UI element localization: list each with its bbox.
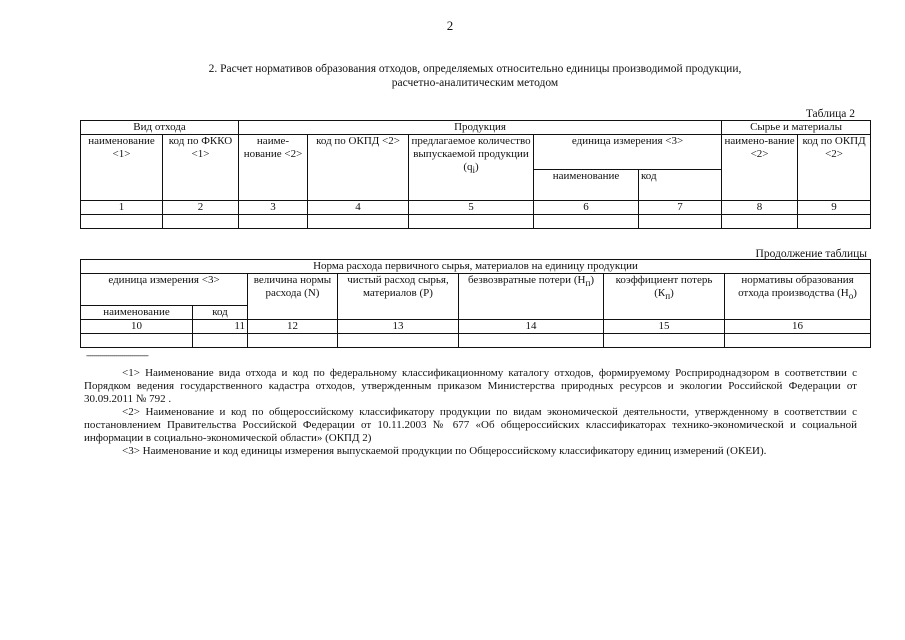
table-label: Таблица 2: [805, 108, 855, 120]
header-raw-materials: Сырье и материалы: [722, 121, 871, 135]
empty-cell: [639, 215, 722, 229]
empty-cell: [534, 215, 639, 229]
header-unit-name: наименование: [534, 170, 639, 201]
footnote-3: <3> Наименование и код единицы измерения выпускаемой продукции по Общероссийскому классификатору единиц измерений (ОКЕИ).: [122, 445, 767, 457]
empty-cell: [163, 215, 239, 229]
empty-cell: [193, 334, 248, 348]
header-product-quantity-sub: i: [472, 165, 476, 176]
header-raw-name: наимено-вание <2>: [722, 135, 798, 201]
waste-norms-table: [80, 120, 871, 229]
footnote-1: <1> Наименование вида отхода и код по федеральному классификационному каталогу отходов, формируемому Росприроднадзором в соответствии с Порядком ведения государственного кадастра отходов, утвержденным приказом Министерства природных ресурсов и экологии Российской Федерации от 30.09.2011 № 792 .: [84, 367, 857, 405]
continuation-label: Продолжение таблицы: [755, 248, 867, 260]
header-waste-norms-sub: о: [848, 291, 854, 302]
header-waste-norms: [725, 274, 871, 320]
table-row: [81, 201, 871, 215]
header-loss-coefficient-text: коэффициент потерь (К: [615, 274, 713, 299]
empty-cell: [81, 215, 163, 229]
header-losses-sub: п: [585, 278, 591, 289]
header-product-quantity: [409, 135, 534, 201]
header-raw-code: код по ОКПД <2>: [798, 135, 871, 201]
footnote-separator: -------------------------------: [86, 350, 148, 360]
header-unit: единица измерения <3>: [81, 274, 248, 306]
header-unit-code: код: [193, 306, 248, 320]
empty-cell: [409, 215, 534, 229]
empty-cell: [308, 215, 409, 229]
column-number: 1: [81, 201, 163, 215]
section-title-line-2: расчетно-аналитическим методом: [391, 77, 559, 89]
empty-cell: [459, 334, 604, 348]
header-waste-name: наименование <1>: [81, 135, 163, 201]
column-number: 6: [534, 201, 639, 215]
column-number: 13: [338, 320, 459, 334]
column-number: 10: [81, 320, 193, 334]
footnote-2: <2> Наименование и код по общероссийскому классификатору продукции по видам экономической деятельности, утвержденному в соответствии с постановлением Правительства Российской Федерации от 10.11.2003 № 677 «Об общероссийских классификаторах технико-экономической и социальной информации в социально-экономической области» (ОКПД 2): [84, 406, 857, 444]
header-norm-consumption: Норма расхода первичного сырья, материалов на единицу продукции: [81, 260, 871, 274]
section-title-line-1: 2. Расчет нормативов образования отходов, определяемых относительно единицы производимой продукции,: [208, 63, 742, 75]
header-waste-code: код по ФККО <1>: [163, 135, 239, 201]
column-number: 9: [798, 201, 871, 215]
column-number: 14: [459, 320, 604, 334]
empty-cell: [798, 215, 871, 229]
table-row: [81, 334, 871, 348]
empty-cell: [81, 334, 193, 348]
column-number: 3: [239, 201, 308, 215]
column-number: 5: [409, 201, 534, 215]
page-number: 2: [446, 18, 454, 33]
header-losses-end: ): [590, 274, 595, 286]
header-waste-norms-end: ): [853, 287, 857, 299]
table-row: [81, 215, 871, 229]
empty-cell: [725, 334, 871, 348]
empty-cell: [239, 215, 308, 229]
column-number: 16: [725, 320, 871, 334]
footnotes: [84, 367, 857, 458]
table-row: [81, 320, 871, 334]
header-unit-name: наименование: [81, 306, 193, 320]
header-waste-norms-text: нормативы образования отхода производства (Н: [738, 274, 854, 299]
column-number: 12: [248, 320, 338, 334]
header-net-consumption: чистый расход сырья, материалов (P): [338, 274, 459, 320]
header-product-code: код по ОКПД <2>: [308, 135, 409, 201]
header-waste-type: Вид отхода: [81, 121, 239, 135]
header-loss-coefficient-sub: п: [665, 291, 671, 302]
header-product-quantity-end: ): [475, 161, 479, 173]
header-loss-coefficient: [604, 274, 725, 320]
column-number: 11: [193, 320, 248, 334]
header-unit-code: код: [639, 170, 722, 201]
column-number: 4: [308, 201, 409, 215]
empty-cell: [604, 334, 725, 348]
header-losses: [459, 274, 604, 320]
header-losses-text: безвозвратные потери (Н: [467, 274, 586, 286]
empty-cell: [248, 334, 338, 348]
header-norm-value: величина нормы расхода (N): [248, 274, 338, 320]
section-title: [80, 62, 870, 90]
column-number: 7: [639, 201, 722, 215]
column-number: 15: [604, 320, 725, 334]
waste-norms-table-continued: [80, 259, 871, 348]
empty-cell: [338, 334, 459, 348]
header-product-name: наиме-нование <2>: [239, 135, 308, 201]
header-loss-coefficient-end: ): [670, 287, 674, 299]
empty-cell: [722, 215, 798, 229]
column-number: 2: [163, 201, 239, 215]
header-product: Продукция: [239, 121, 722, 135]
header-unit: единица измерения <3>: [534, 135, 722, 170]
column-number: 8: [722, 201, 798, 215]
header-product-quantity-text: предлагаемое количество выпускаемой продукции (q: [411, 135, 531, 173]
